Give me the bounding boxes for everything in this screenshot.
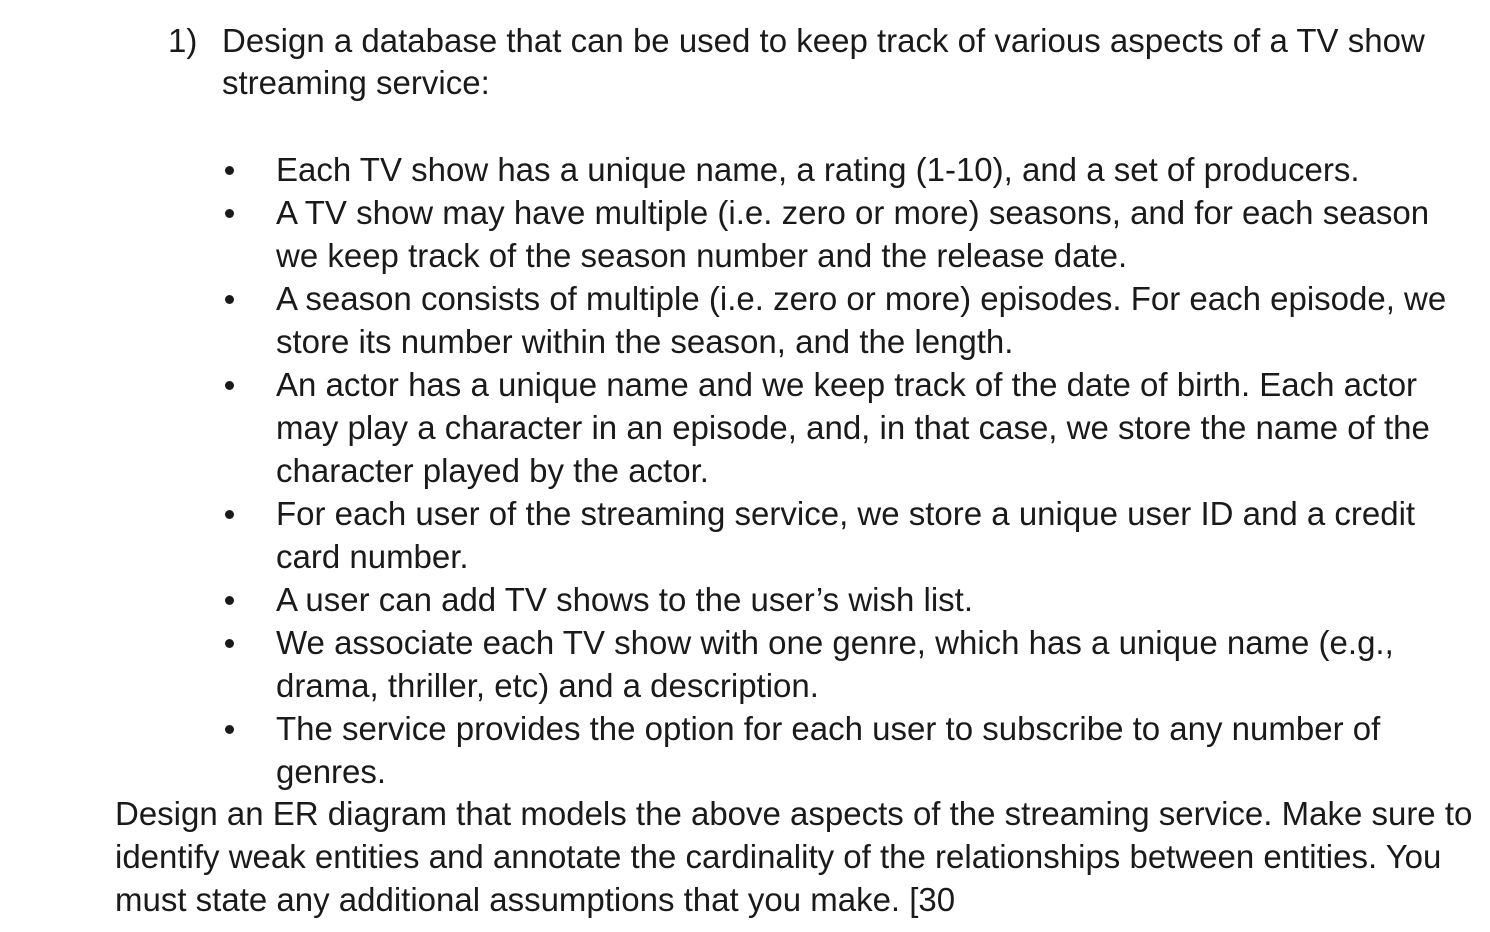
requirement-item	[168, 148, 1466, 191]
requirement-text: An actor has a unique name and we keep track of the date of birth. Each actor may play a character in an episode, and, in that case, we store the name of the character played by the actor.	[276, 366, 1430, 489]
task-instructions: Design an ER diagram that models the above aspects of the streaming service. Make sure to identify weak entities and annotate the cardinality of the relationships between entities. You must state any additional assumptions that you make. [30	[115, 795, 1473, 918]
bullet-icon	[225, 381, 234, 390]
requirement-item	[168, 277, 1466, 363]
bullet-icon	[225, 209, 234, 218]
requirement-text: We associate each TV show with one genre, which has a unique name (e.g., drama, thriller, etc) and a description.	[276, 624, 1394, 704]
bullet-icon	[225, 725, 234, 734]
bullet-icon	[225, 295, 234, 304]
question-block	[168, 20, 1468, 793]
bullet-icon	[225, 166, 234, 175]
requirement-item	[168, 492, 1466, 578]
requirement-text: The service provides the option for each user to subscribe to any number of genres.	[276, 710, 1381, 790]
requirement-item	[168, 363, 1466, 492]
bullet-icon	[225, 510, 234, 519]
requirement-item	[168, 621, 1466, 707]
bullet-icon	[225, 596, 234, 605]
requirement-text: For each user of the streaming service, we store a unique user ID and a credit card number.	[276, 495, 1416, 575]
requirements-list	[168, 148, 1468, 793]
bullet-icon	[225, 639, 234, 648]
requirement-item	[168, 707, 1466, 793]
requirement-text: A season consists of multiple (i.e. zero or more) episodes. For each episode, we store its number within the season, and the length.	[276, 280, 1447, 360]
requirement-text: A TV show may have multiple (i.e. zero or more) seasons, and for each season we keep track of the season number and the release date.	[276, 194, 1430, 274]
requirement-item	[168, 191, 1466, 277]
question-intro: Design a database that can be used to keep track of various aspects of a TV show streaming service:	[222, 22, 1425, 101]
requirement-item	[168, 578, 1466, 621]
requirement-text: Each TV show has a unique name, a rating (1-10), and a set of producers.	[276, 151, 1360, 188]
question-number: 1)	[168, 22, 198, 59]
requirement-text: A user can add TV shows to the user’s wish list.	[276, 581, 974, 618]
